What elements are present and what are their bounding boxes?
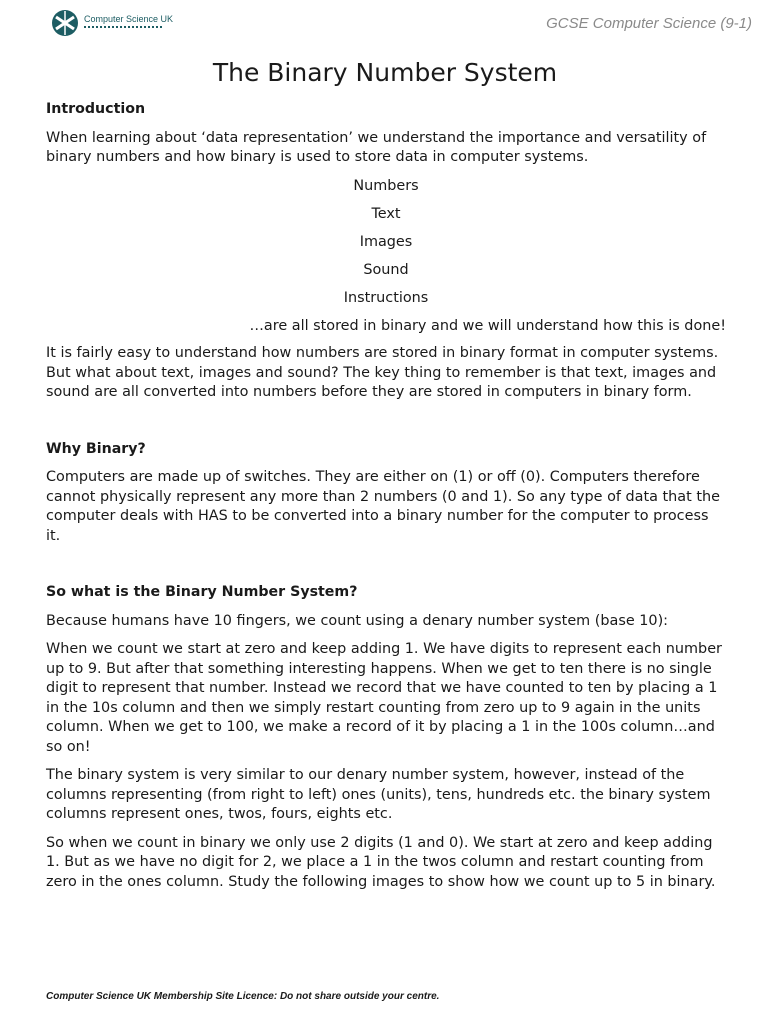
page-title: The Binary Number System xyxy=(212,58,558,87)
list-tail: …are all stored in binary and we will understand how this is done! xyxy=(249,317,726,334)
why-paragraph: Computers are made up of switches. They are either on (1) or off (0). Computers therefore cannot physically represent any more than 2 numbers (0 and 1). So any type of data that the computer deals with HAS to be converted into a binary number for the computer to process it. xyxy=(46,469,720,544)
intro-paragraph-1: When learning about ‘data representation’ we understand the importance and versatility of binary numbers and how binary is used to store data in computer systems. xyxy=(46,129,707,165)
logo-text: Computer Science UK xyxy=(84,14,174,24)
list-item-instructions: Instructions xyxy=(343,289,429,306)
course-label: GCSE Computer Science (9-1) xyxy=(546,15,752,32)
footer-licence: Computer Science UK Membership Site Licence: Do not share outside your centre. xyxy=(46,991,440,1002)
list-item-numbers: Numbers xyxy=(353,177,419,194)
logo-tagline-line xyxy=(84,26,162,31)
list-item-sound: Sound xyxy=(363,261,409,278)
what-heading: So what is the Binary Number System? xyxy=(46,584,358,600)
what-paragraph-1: Because humans have 10 fingers, we count using a denary number system (base 10): xyxy=(46,612,669,629)
logo-icon xyxy=(50,8,82,38)
what-paragraph-2: When we count we start at zero and keep adding 1. We have digits to represent each number up to 9. But after that something interesting happens. When we get to ten there is no single digit to represent that number. Instead we record that we have counted to ten by placing a 1 in the 10s column and then we simply restart counting from zero up to 9 again in the units column. When we get to 100, we make a record of it by placing a 1 in the 100s column…and so on! xyxy=(46,641,722,755)
what-paragraph-4: So when we count in binary we only use 2 digits (1 and 0). We start at zero and keep adding 1. But as we have no digit for 2, we place a 1 in the twos column and restart counting from zero in the ones column. Study the following images to show how we count up to 5 in binary. xyxy=(46,834,716,890)
list-item-images: Images xyxy=(359,233,413,250)
intro-heading: Introduction xyxy=(46,101,146,117)
list-item-text: Text xyxy=(371,205,401,222)
document-body xyxy=(46,100,726,901)
what-paragraph-3: The binary system is very similar to our denary number system, however, instead of the columns representing (from right to left) ones (units), tens, hundreds etc. the binary system columns represent ones, twos, fours, eights etc. xyxy=(46,767,711,822)
logo xyxy=(50,8,174,38)
why-heading: Why Binary? xyxy=(46,440,146,457)
intro-paragraph-2: It is fairly easy to understand how numbers are stored in binary format in computer systems. But what about text, images and sound? The key thing to remember is that text, images and sound are all converted into numbers before they are stored in computers in binary form. xyxy=(46,345,719,400)
